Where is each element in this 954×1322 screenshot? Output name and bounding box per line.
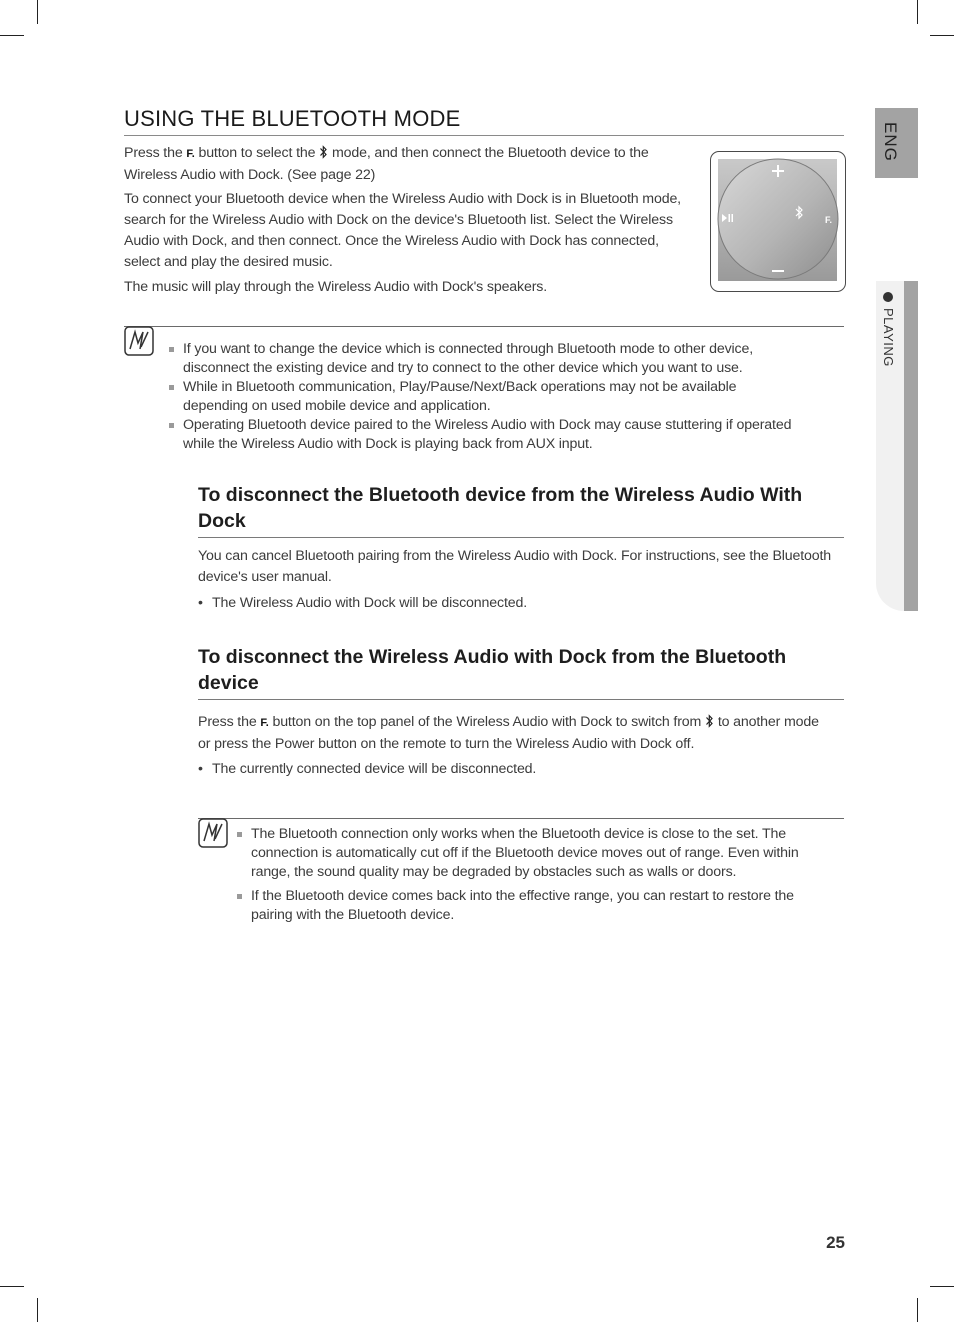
text: device's user manual. — [198, 569, 332, 585]
intro-paragraph-1 — [124, 143, 704, 186]
text: connection is automatically cut off if the Bluetooth device moves out of range. Even within — [251, 845, 799, 861]
list-item — [168, 340, 844, 378]
text: pairing with the Bluetooth device. — [251, 907, 455, 923]
device-panel-graphic — [711, 152, 845, 291]
list-item — [198, 595, 527, 611]
note-icon — [124, 326, 154, 356]
text: If the Bluetooth device comes back into the effective range, you can restart to restore the — [251, 888, 794, 904]
text: device — [198, 672, 259, 694]
crop-mark — [0, 35, 24, 36]
text: Press the — [198, 714, 257, 730]
note-icon — [198, 818, 228, 848]
body-line — [198, 712, 844, 734]
text: To disconnect the Bluetooth device from the Wireless Audio With — [198, 484, 803, 506]
f-button-label: F. — [186, 148, 195, 160]
note-list — [168, 340, 844, 454]
list-item — [236, 887, 844, 925]
text: while the Wireless Audio with Dock is playing back from AUX input. — [183, 436, 593, 452]
intro-line: To connect your Bluetooth device when the Wireless Audio with Dock is in Bluetooth mode, — [124, 191, 681, 207]
text: range, the sound quality may be degraded by obstacles such as walls or doors. — [251, 864, 737, 880]
crop-mark — [930, 1286, 954, 1287]
text: The Bluetooth connection only works when the Bluetooth device is close to the set. The — [251, 826, 786, 842]
text: The currently connected device will be disconnected. — [212, 761, 537, 777]
text: mode, and then connect the Bluetooth device to the — [331, 145, 649, 161]
page-number: 25 — [826, 1233, 845, 1252]
crop-mark — [37, 1298, 38, 1322]
intro-paragraph-2 — [124, 189, 704, 273]
crop-mark — [917, 0, 918, 24]
intro-paragraph-3: The music will play through the Wireless Audio with Dock's speakers. — [124, 279, 548, 295]
bluetooth-icon — [319, 145, 328, 159]
language-tab-label: ENG — [881, 122, 900, 162]
device-top-panel-illustration — [710, 151, 846, 292]
bullet-dot: • — [198, 595, 203, 611]
text: button to select the — [198, 145, 316, 161]
f-button-label: F. — [260, 717, 269, 729]
note-divider — [198, 818, 844, 819]
list-item — [236, 825, 844, 882]
crop-mark — [37, 0, 38, 24]
intro-line: search for the Wireless Audio with Dock on the device's Bluetooth list. Select the Wireless — [124, 212, 673, 228]
text: If you want to change the device which is connected through Bluetooth mode to other device, — [183, 341, 753, 357]
intro-line: Wireless Audio with Dock. (See page 22) — [124, 167, 376, 183]
intro-line — [124, 143, 704, 165]
bullet-dot: • — [198, 761, 203, 777]
text: to another mode — [717, 714, 819, 730]
text: Operating Bluetooth device paired to the Wireless Audio with Dock may cause stuttering if operated — [183, 417, 792, 433]
text: disconnect the existing device and try to connect to the other device which you want to use. — [183, 360, 743, 376]
crop-mark — [930, 35, 954, 36]
text: button on the top panel of the Wireless Audio with Dock to switch from — [272, 714, 702, 730]
list-item — [168, 416, 844, 454]
bluetooth-icon — [705, 714, 714, 728]
list-item — [198, 761, 536, 777]
subsection-title — [198, 482, 844, 538]
section-title: USING THE BLUETOOTH MODE — [124, 106, 844, 136]
text: The Wireless Audio with Dock will be disconnected. — [212, 595, 528, 611]
intro-line: select and play the desired music. — [124, 254, 333, 270]
text: or press the Power button on the remote to turn the Wireless Audio with Dock off. — [198, 736, 695, 752]
crop-mark — [0, 1286, 24, 1287]
subsection-body — [198, 546, 844, 588]
note-divider — [124, 326, 844, 327]
subsection-body — [198, 712, 844, 755]
f-button-label: F. — [825, 215, 833, 225]
text: Dock — [198, 510, 246, 532]
text: depending on used mobile device and application. — [183, 398, 491, 414]
section-tab-label: PLAYING — [881, 308, 896, 367]
subsection-title — [198, 644, 844, 700]
section-tab-bar — [904, 281, 918, 611]
intro-line: Audio with Dock, and then connect. Once the Wireless Audio with Dock has connected, — [124, 233, 659, 249]
text: You can cancel Bluetooth pairing from the Wireless Audio with Dock. For instructions, see the Bluetooth — [198, 548, 832, 564]
text: To disconnect the Wireless Audio with Dock from the Bluetooth — [198, 646, 787, 668]
minus-icon — [772, 270, 784, 272]
text: While in Bluetooth communication, Play/Pause/Next/Back operations may not be available — [183, 379, 737, 395]
note-list — [236, 825, 844, 925]
section-dot-icon — [883, 292, 893, 302]
text: Press the — [124, 145, 183, 161]
list-item — [168, 378, 844, 416]
crop-mark — [917, 1298, 918, 1322]
